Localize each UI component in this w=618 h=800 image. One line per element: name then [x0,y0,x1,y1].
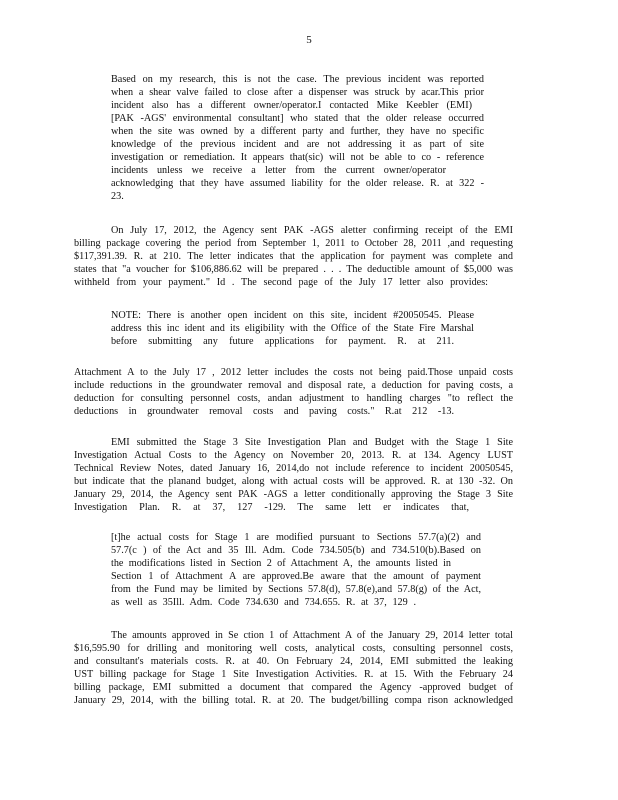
text-line: include reductions in the groundwater removal and disposal rate, a deduction for paving costs, a [74,380,513,391]
text-line: withheld from your payment." Id . The second page of the July 17 letter also provides: [74,277,488,288]
text-line: On July 17, 2012, the Agency sent PAK -AGS aletter confirming receipt of the EMI [111,225,513,236]
text-line: Attachment A to the July 17 , 2012 letter includes the costs not being paid.Those unpaid costs [74,367,513,378]
text-line: knowledge of the previous incident and are not addressing it as part of site [111,139,484,150]
text-line: 23. [111,191,124,202]
text-line: the modifications listed in Section 2 of Attachment A, the amounts listed in [111,558,451,569]
text-line: states that "a voucher for $106,886.62 will be prepared . . . The deductible amount of $5,000 was [74,264,513,275]
text-line: when a shear valve failed to close after a dispenser was struck by acar.This prior [111,87,484,98]
page-number: 5 [306,34,312,46]
text-line: acknowledging that they have assumed liability for the older release. R. at 322 - [111,178,484,189]
text-line: incident also has a different owner/operator.I contacted Mike Keebler (EMI) [111,100,472,111]
text-line: EMI submitted the Stage 3 Site Investigation Plan and Budget with the Stage 1 Site [111,437,513,448]
text-line: incidents unless we receive a letter from the current owner/operator [111,165,446,176]
text-line: [t]he actual costs for Stage 1 are modified pursuant to Sections 57.7(a)(2) and [111,532,481,543]
text-line: from the Fund may be limited by Sections 57.8(d), 57.8(e),and 57.8(g) of the Act, [111,584,481,595]
text-line: Investigation Plan. R. at 37, 127 -129. The same lett er indicates that, [74,502,469,513]
text-line: NOTE: There is another open incident on this site, incident #20050545. Please [111,310,474,321]
text-line: January 29, 2014, with the billing total. R. at 20. The budget/billing compa rison acknowledged [74,695,513,706]
text-line: Based on my research, this is not the case. The previous incident was reported [111,74,484,85]
text-line: address this inc ident and its eligibility with the Office of the State Fire Marshal [111,323,474,334]
text-line: [PAK -AGS' environmental consultant] who stated that the older release occurred [111,113,484,124]
text-line: when the site was owned by a different party and further, they have no specific [111,126,484,137]
text-line: deductions in groundwater removal costs and paving costs." R.at 212 -13. [74,406,454,417]
text-line: Investigation Actual Costs to the Agency on November 20, 2013. R. at 134. Agency LUST [74,450,513,461]
text-line: before submitting any future applications for payment. R. at 211. [111,336,454,347]
text-line: UST billing package for Stage 1 Site Investigation Activities. R. at 15. With the February 24 [74,669,513,680]
text-line: billing package, EMI submitted a document that compared the Agency -approved budget of [74,682,513,693]
text-line: deduction for consulting personnel costs, andan adjustment to handling charges "to reflect the [74,393,513,404]
text-line: January 29, 2014, the Agency sent PAK -AGS a letter conditionally approving the Stage 3 Site [74,489,513,500]
text-line: 57.7(c ) of the Act and 35 Ill. Adm. Code 734.505(b) and 734.510(b).Based on [111,545,481,556]
text-line: billing package covering the period from September 1, 2011 to October 28, 2011 ,and requesting [74,238,513,249]
text-line: The amounts approved in Se ction 1 of Attachment A of the January 29, 2014 letter total [111,630,513,641]
text-line: as well as 35Ill. Adm. Code 734.630 and 734.655. R. at 37, 129 . [111,597,416,608]
text-line: Section 1 of Attachment A are approved.Be aware that the amount of payment [111,571,481,582]
text-line: Technical Review Notes, dated January 16, 2014,do not include reference to incident 20050545, [74,463,513,474]
text-line: investigation or remediation. It appears that(sic) will not be able to co - reference [111,152,484,163]
text-line: but indicate that the planand budget, along with actual costs will be approved. R. at 130 -32. On [74,476,513,487]
text-line: and consultant's materials costs. R. at 40. On February 24, 2014, EMI submitted the leaking [74,656,513,667]
text-line: $16,595.90 for drilling and monitoring well costs, analytical costs, consulting personnel costs, [74,643,513,654]
text-line: $117,391.39. R. at 210. The letter indicates that the application for payment was complete and [74,251,513,262]
